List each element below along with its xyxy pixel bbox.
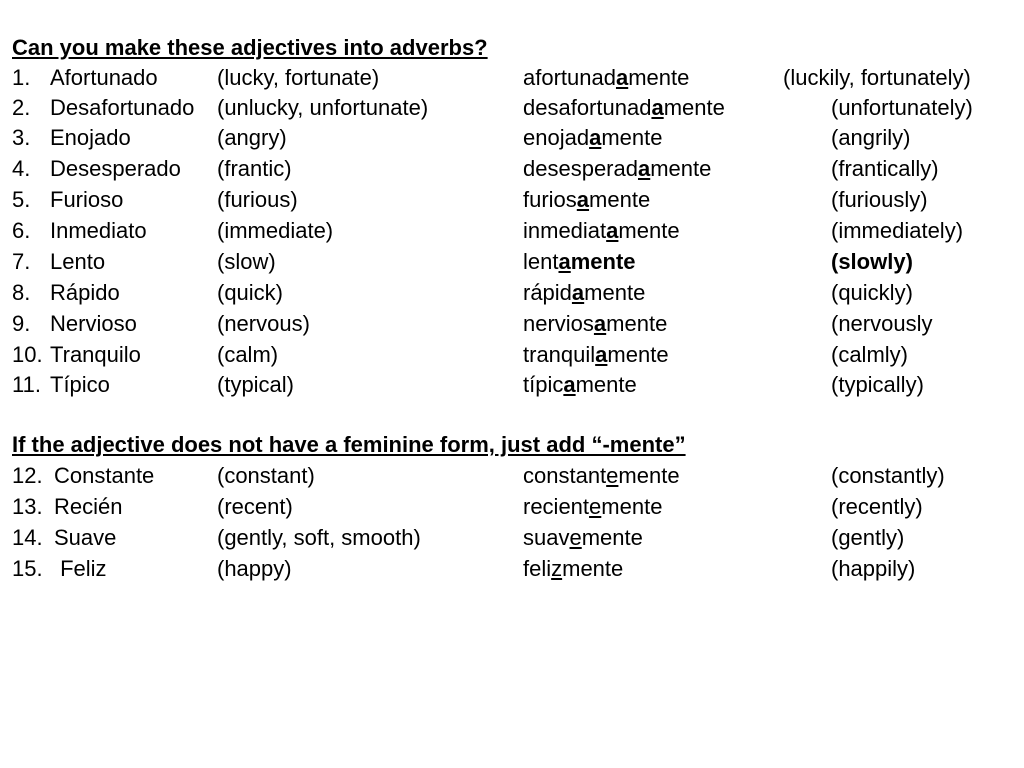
item-number: 14. xyxy=(12,525,43,550)
adverb-stem: afortunad xyxy=(523,65,616,90)
adjective: Lento xyxy=(50,249,106,274)
adjective: Furioso xyxy=(50,187,124,212)
adverb xyxy=(523,63,689,93)
item-number: 12. xyxy=(12,463,43,488)
adverb-marked-letter: a xyxy=(558,249,571,274)
adverb-suffix: mente xyxy=(607,342,669,367)
adjective-translation: (happy) xyxy=(217,556,292,581)
adverb-marked-letter: a xyxy=(593,311,607,336)
adverb-marked-letter: a xyxy=(651,95,664,120)
item-number: 2. xyxy=(12,95,31,120)
adverb-suffix: mente xyxy=(575,372,637,397)
list-item xyxy=(0,340,1024,370)
adverb-marked-letter: e xyxy=(589,494,602,519)
adjective-translation: (immediate) xyxy=(217,218,334,243)
adjective-translation: (lucky, fortunate) xyxy=(217,65,380,90)
adjective: Recién xyxy=(54,494,123,519)
item-number: 6. xyxy=(12,218,31,243)
adverb-suffix: mente xyxy=(650,156,712,181)
adverb-translation: (calmly) xyxy=(831,342,908,367)
adverb-stem: rápid xyxy=(523,280,572,305)
adverb-stem: inmediat xyxy=(523,218,607,243)
adjective-translation: (recent) xyxy=(217,494,293,519)
adjective: Suave xyxy=(54,525,117,550)
list-item xyxy=(0,523,1024,553)
adjective: Tranquilo xyxy=(50,342,141,367)
adverb-stem: nervios xyxy=(523,311,594,336)
adverb xyxy=(523,185,650,215)
adverb-translation: (luckily, fortunately) xyxy=(783,65,971,90)
adverb xyxy=(523,216,680,246)
adverb-stem: tranquil xyxy=(523,342,596,367)
section2-heading: If the adjective does not have a feminine form, just add “-mente” xyxy=(12,432,686,457)
adverb-suffix: mente xyxy=(570,249,636,274)
adjective-translation: (quick) xyxy=(217,280,284,305)
adjective-translation: (gently, soft, smooth) xyxy=(217,525,421,550)
list-item xyxy=(0,216,1024,246)
adjective-translation: (slow) xyxy=(217,249,276,274)
adverb-marked-letter: a xyxy=(615,65,629,90)
adverb xyxy=(523,247,636,277)
adverb xyxy=(523,461,680,491)
adverb-stem: constant xyxy=(523,463,607,488)
list-item xyxy=(0,461,1024,491)
adverb-suffix: mente xyxy=(581,525,643,550)
adverb-marked-letter: a xyxy=(576,187,590,212)
adverb-suffix: mente xyxy=(663,95,725,120)
list-item xyxy=(0,247,1024,277)
item-number: 15. xyxy=(12,556,43,581)
item-number: 13. xyxy=(12,494,43,519)
adverb-marked-letter: a xyxy=(563,372,576,397)
adverb-suffix: mente xyxy=(584,280,646,305)
adverb xyxy=(523,370,637,400)
item-number: 4. xyxy=(12,156,31,181)
adjective: Rápido xyxy=(50,280,120,305)
adverb-marked-letter: a xyxy=(595,342,608,367)
adjective: Inmediato xyxy=(50,218,147,243)
list-item xyxy=(0,93,1024,123)
adverb-marked-letter: a xyxy=(606,218,619,243)
adverb xyxy=(523,93,725,123)
adjective-translation: (nervous) xyxy=(217,311,310,336)
adjective-translation: (frantic) xyxy=(217,156,292,181)
adverb-translation: (happily) xyxy=(831,556,916,581)
adverb-stem: suav xyxy=(523,525,570,550)
list-item xyxy=(0,278,1024,308)
adjective-translation: (furious) xyxy=(217,187,298,212)
adjective: Típico xyxy=(50,372,110,397)
section1-heading: Can you make these adjectives into adverbs? xyxy=(12,35,488,60)
adjective-translation: (angry) xyxy=(217,125,287,150)
adverb-marked-letter: e xyxy=(606,463,619,488)
adjective: Nervioso xyxy=(50,311,137,336)
adverb-marked-letter: z xyxy=(551,556,563,581)
adverb xyxy=(523,278,645,308)
adverb-marked-letter: a xyxy=(589,125,602,150)
list-item xyxy=(0,554,1024,584)
adverb-translation: (constantly) xyxy=(831,463,945,488)
list-item xyxy=(0,309,1024,339)
adverb-translation: (quickly) xyxy=(831,280,913,305)
item-number: 3. xyxy=(12,125,31,150)
list-item xyxy=(0,154,1024,184)
adverb-stem: recient xyxy=(523,494,590,519)
list-item xyxy=(0,123,1024,153)
adverb xyxy=(523,492,662,522)
adverb-translation: (typically) xyxy=(831,372,924,397)
adjective: Desesperado xyxy=(50,156,181,181)
adverb-stem: lent xyxy=(523,249,559,274)
item-number: 10. xyxy=(12,342,43,367)
adverb-translation: (angrily) xyxy=(831,125,911,150)
adverb-translation: (nervously xyxy=(831,311,933,336)
adverb-stem: furios xyxy=(523,187,577,212)
adjective: Afortunado xyxy=(50,65,158,90)
adverb-suffix: mente xyxy=(618,463,680,488)
adverb-suffix: mente xyxy=(606,311,668,336)
adjective-translation: (constant) xyxy=(217,463,315,488)
adverb-stem: enojad xyxy=(523,125,590,150)
adverb-suffix: mente xyxy=(601,494,663,519)
list-item xyxy=(0,370,1024,400)
adverb-marked-letter: e xyxy=(569,525,582,550)
adverb-marked-letter: a xyxy=(637,156,651,181)
adjective: Desafortunado xyxy=(50,95,195,120)
adverb-suffix: mente xyxy=(628,65,690,90)
adverb-suffix: mente xyxy=(618,218,680,243)
adverb xyxy=(523,340,669,370)
adjective-translation: (typical) xyxy=(217,372,295,397)
list-item xyxy=(0,492,1024,522)
item-number: 1. xyxy=(12,65,31,90)
adjective: Constante xyxy=(54,463,155,488)
adverb-suffix: mente xyxy=(589,187,651,212)
list-item xyxy=(0,185,1024,215)
adverb-translation: (furiously) xyxy=(831,187,928,212)
item-number: 8. xyxy=(12,280,31,305)
adverb-translation: (frantically) xyxy=(831,156,939,181)
adverb xyxy=(523,123,662,153)
adverb-suffix: mente xyxy=(562,556,624,581)
adverb xyxy=(523,309,667,339)
adverb-translation: (recently) xyxy=(831,494,923,519)
list-item xyxy=(0,63,1024,93)
adjective-translation: (calm) xyxy=(217,342,279,367)
adverb xyxy=(523,154,711,184)
adverb xyxy=(523,523,643,553)
adverb-stem: típic xyxy=(523,372,564,397)
item-number: 11. xyxy=(12,372,41,397)
adverb-translation: (immediately) xyxy=(831,218,964,243)
item-number: 7. xyxy=(12,249,31,274)
adverb-translation: (gently) xyxy=(831,525,905,550)
adverb-suffix: mente xyxy=(601,125,663,150)
adjective: Feliz xyxy=(54,556,107,581)
adverb-stem: desesperad xyxy=(523,156,638,181)
adjective-translation: (unlucky, unfortunate) xyxy=(217,95,429,120)
adverb-translation: (unfortunately) xyxy=(831,95,973,120)
adverb xyxy=(523,554,623,584)
item-number: 9. xyxy=(12,311,31,336)
adverb-stem: desafortunad xyxy=(523,95,652,120)
adverb-marked-letter: a xyxy=(571,280,585,305)
adjective: Enojado xyxy=(50,125,131,150)
adverb-translation: (slowly) xyxy=(831,249,913,274)
item-number: 5. xyxy=(12,187,31,212)
adverb-stem: feli xyxy=(523,556,552,581)
